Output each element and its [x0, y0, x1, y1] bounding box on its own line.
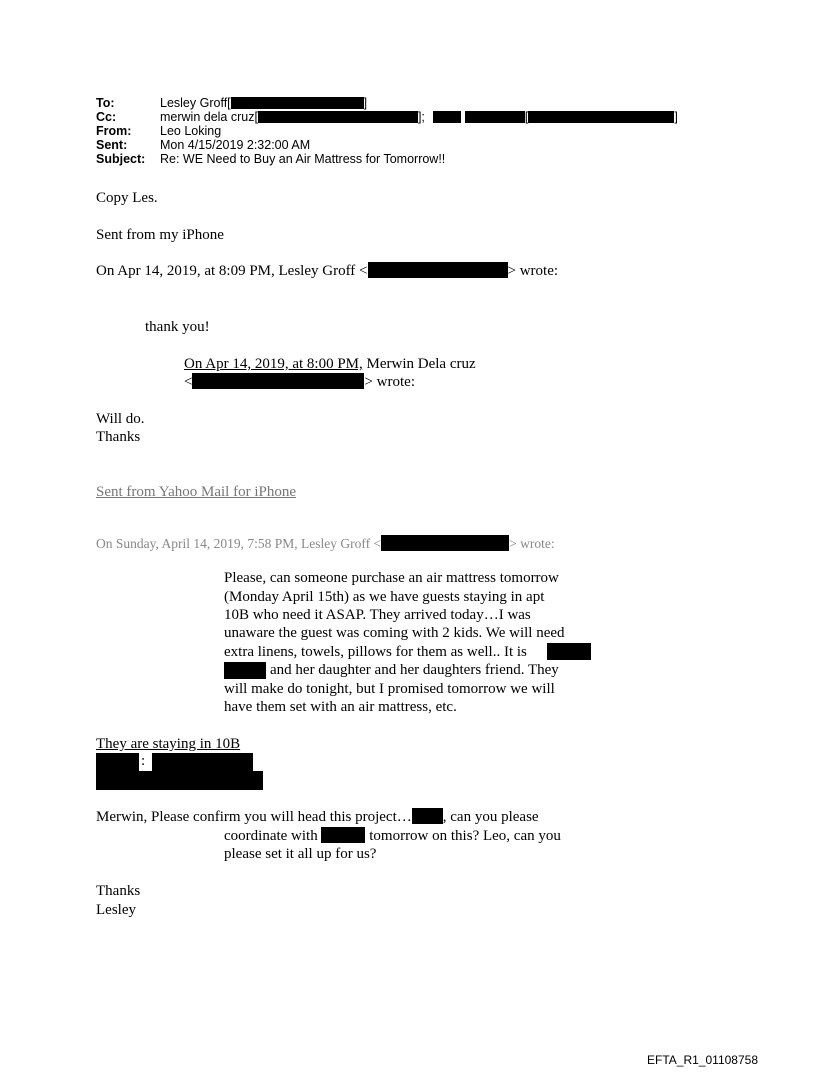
sent-from-iphone: Sent from my iPhone [96, 227, 224, 243]
cc-label: Cc: [96, 110, 117, 124]
bracket: ] [363, 96, 368, 110]
paragraph-line: 10B who need it ASAP. They arrived today…I was [224, 607, 531, 623]
subject-value: Re: WE Need to Buy an Air Mattress for Tomorrow!! [160, 152, 446, 166]
separator: ]; [417, 110, 425, 124]
redaction-box [152, 753, 253, 771]
will-do-text: Will do. [96, 411, 145, 427]
to-value: Lesley Groff[ [160, 96, 231, 110]
subject-label: Subject: [96, 152, 146, 166]
redaction-box [258, 111, 418, 123]
redaction-box [231, 97, 364, 109]
quote-header-lesley: On Apr 14, 2019, at 8:09 PM, Lesley Groff < > wrote: [96, 263, 559, 279]
redaction-box [412, 808, 443, 824]
thank-you-text: thank you! [145, 319, 210, 335]
sent-value: Mon 4/15/2019 2:32:00 AM [160, 138, 311, 152]
merwin-request-line-2: coordinate with tomorrow on this? Leo, can you [224, 828, 561, 844]
copy-les-text: Copy Les. [96, 190, 158, 206]
quote-header-sunday: On Sunday, April 14, 2019, 7:58 PM, Lesley Groff < > wrote: [96, 536, 555, 551]
quote-header-merwin-2: < > wrote: [184, 374, 415, 390]
paragraph-line: Please, can someone purchase an air mattress tomorrow [224, 570, 559, 586]
from-label: From: [96, 124, 132, 138]
redaction-box [192, 373, 364, 389]
cc-value: merwin dela cruz[ [160, 110, 258, 124]
merwin-request-line-1: Merwin, Please confirm you will head this project… , can you please [96, 809, 539, 825]
redaction-box [224, 662, 266, 679]
paragraph-line: will make do tonight, but I promised tomorrow we will [224, 681, 555, 697]
yahoo-mail-link[interactable]: Sent from Yahoo Mail for iPhone [96, 484, 296, 500]
signoff-name: Lesley [96, 902, 136, 918]
colon-text: : [141, 753, 146, 769]
paragraph-line: and her daughter and her daughters friend. They [270, 662, 559, 678]
paragraph-line: extra linens, towels, pillows for them as well.. It is [224, 644, 527, 660]
paragraph-line: have them set with an air mattress, etc. [224, 699, 457, 715]
staying-text: They are staying in 10B [96, 736, 241, 752]
merwin-request-line-3: please set it all up for us? [224, 846, 377, 862]
bracket: ] [674, 110, 678, 124]
to-label: To: [96, 96, 115, 110]
redaction-box [368, 262, 508, 278]
quote-header-merwin: On Apr 14, 2019, at 8:00 PM, Merwin Dela cruz [184, 356, 476, 372]
thanks-text: Thanks [96, 429, 141, 445]
document-id: EFTA_R1_01108758 [647, 1053, 758, 1067]
from-value: Leo Loking [160, 124, 222, 138]
redaction-box [96, 771, 263, 790]
paragraph-line: unaware the guest was coming with 2 kids. We will need [224, 625, 565, 641]
redaction-box [321, 827, 365, 843]
redaction-box [528, 111, 674, 123]
redaction-box [547, 643, 591, 660]
sent-label: Sent: [96, 138, 128, 152]
redaction-box [96, 753, 139, 771]
paragraph-line: (Monday April 15th) as we have guests staying in apt [224, 589, 545, 605]
redaction-box [465, 111, 525, 123]
redaction-box [381, 535, 509, 551]
redaction-box [433, 111, 461, 123]
signoff-thanks: Thanks [96, 883, 141, 899]
